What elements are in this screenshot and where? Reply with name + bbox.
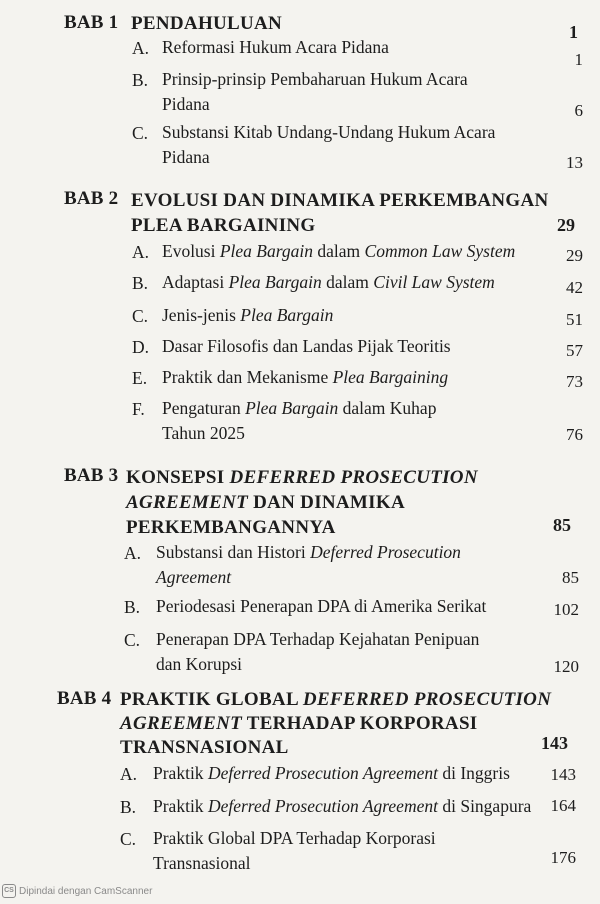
camscanner-icon: CS (2, 884, 16, 898)
text-line (156, 627, 479, 652)
section-page-number: 6 (574, 101, 583, 120)
text-line (162, 270, 495, 295)
section-page-number: 120 (553, 657, 579, 676)
section-letter: B. (132, 70, 149, 90)
chapter-number: BAB 4 (57, 688, 112, 709)
text-run: Praktik (153, 763, 208, 783)
text-run: EVOLUSI DAN DINAMIKA PERKEMBANGAN (131, 190, 549, 211)
section-letter: A. (132, 38, 150, 58)
text-line (162, 35, 389, 60)
section-title (153, 826, 436, 876)
text-run: dan Korupsi (156, 654, 243, 674)
italic-term: AGREEMENT (120, 713, 243, 734)
text-run: Periodesasi Penerapan DPA di Amerika Serikat (156, 596, 487, 616)
text-run: dalam (321, 272, 374, 292)
section-page-number: 143 (550, 765, 576, 784)
text-line (162, 421, 436, 446)
text-line (162, 303, 333, 328)
text-run: Prinsip-prinsip Pembaharuan Hukum Acara (162, 69, 468, 89)
text-line (156, 540, 461, 565)
chapter-title (131, 12, 282, 36)
chapter-page-number: 85 (553, 515, 571, 535)
section-page-number: 13 (566, 153, 583, 172)
text-run: Dasar Filosofis dan Landas Pijak Teoritis (162, 336, 451, 356)
section-letter: B. (132, 273, 149, 293)
italic-term: Deferred Prosecution Agreement (207, 763, 438, 783)
text-run: PENDAHULUAN (131, 13, 283, 34)
text-run: KONSEPSI (126, 467, 230, 488)
italic-term: Civil Law System (373, 272, 495, 292)
chapter-title (120, 688, 551, 760)
italic-term: Common Law System (364, 241, 516, 261)
section-letter: D. (132, 337, 150, 357)
text-line (162, 92, 468, 117)
text-run: DAN DINAMIKA (248, 492, 405, 513)
italic-term: Agreement (156, 567, 232, 587)
text-run: Reformasi Hukum Acara Pidana (162, 37, 389, 57)
text-run: TRANSNASIONAL (120, 737, 289, 758)
section-page-number: 1 (574, 50, 583, 69)
section-letter: A. (120, 764, 138, 784)
text-line (131, 213, 549, 238)
italic-term: DEFERRED PROSECUTION (229, 467, 478, 488)
italic-term: DEFERRED PROSECUTION (302, 689, 552, 710)
chapter-page-number: 29 (557, 215, 575, 235)
text-line (162, 334, 451, 359)
watermark-text: Dipindai dengan CamScanner (19, 885, 153, 897)
text-line (162, 239, 515, 264)
text-run: PRAKTIK GLOBAL (120, 689, 303, 710)
section-title (162, 35, 389, 60)
text-run: Substansi Kitab Undang-Undang Hukum Acara (162, 122, 496, 142)
text-line (162, 67, 468, 92)
text-line (126, 465, 478, 490)
italic-term: Plea Bargain (219, 241, 314, 261)
section-title (156, 540, 461, 590)
text-run: Praktik Global DPA Terhadap Korporasi (153, 828, 436, 848)
text-run: dalam (313, 241, 365, 261)
italic-term: AGREEMENT (126, 492, 249, 513)
text-run: dalam Kuhap (338, 398, 437, 418)
section-page-number: 57 (566, 341, 583, 360)
text-line (131, 12, 282, 36)
section-title (162, 67, 468, 117)
section-page-number: 76 (566, 425, 583, 444)
text-line (120, 688, 551, 712)
italic-term: Plea Bargain (245, 398, 339, 418)
section-title (162, 270, 495, 295)
chapter-number: BAB 3 (64, 465, 119, 486)
text-run: Pengaturan (162, 398, 246, 418)
section-page-number: 85 (562, 568, 579, 587)
chapter-page-number: 1 (569, 22, 578, 42)
text-line (120, 712, 551, 736)
section-letter: E. (132, 368, 148, 388)
text-run: Pidana (162, 147, 210, 167)
italic-term: Plea Bargain (240, 305, 334, 325)
text-line (162, 365, 448, 390)
section-letter: B. (120, 797, 137, 817)
text-line (156, 594, 486, 619)
section-page-number: 176 (550, 848, 576, 867)
text-run: Pidana (162, 94, 210, 114)
text-run: di Inggris (437, 763, 510, 783)
text-run: Praktik (153, 796, 208, 816)
italic-term: Plea Bargain (228, 272, 322, 292)
section-page-number: 164 (550, 796, 576, 815)
section-title (162, 303, 333, 328)
text-run: Evolusi (162, 241, 220, 261)
section-letter: C. (124, 630, 141, 650)
text-line (162, 145, 495, 170)
text-line (131, 188, 549, 213)
text-line (156, 565, 461, 590)
section-page-number: 29 (566, 246, 583, 265)
section-letter: C. (132, 123, 149, 143)
chapter-page-number: 143 (541, 733, 568, 753)
italic-term: Deferred Prosecution (310, 542, 461, 562)
text-run: Transnasional (153, 853, 251, 873)
text-line (162, 396, 436, 421)
italic-term: Deferred Prosecution Agreement (207, 796, 438, 816)
chapter-number: BAB 1 (64, 12, 119, 33)
chapter-number: BAB 2 (64, 188, 119, 209)
section-title (162, 239, 515, 264)
section-title (156, 627, 479, 677)
text-line (153, 794, 531, 819)
section-letter: A. (132, 242, 150, 262)
section-page-number: 102 (553, 600, 579, 619)
text-line (153, 826, 436, 851)
chapter-title (126, 465, 478, 540)
text-run: PERKEMBANGANNYA (126, 517, 336, 538)
section-letter: C. (120, 829, 137, 849)
scanner-watermark (2, 884, 152, 898)
text-line (153, 761, 510, 786)
section-title (156, 594, 486, 619)
section-letter: F. (132, 399, 145, 419)
section-page-number: 51 (566, 310, 583, 329)
text-line (162, 120, 495, 145)
text-line (156, 652, 479, 677)
section-title (162, 396, 436, 446)
text-line (126, 515, 478, 540)
section-title (162, 120, 495, 170)
text-run: TERHADAP KORPORASI (242, 713, 478, 734)
text-run: Praktik dan Mekanisme (162, 367, 333, 387)
text-run: Substansi dan Histori (156, 542, 311, 562)
text-run: di Singapura (437, 796, 532, 816)
section-page-number: 42 (566, 278, 583, 297)
section-letter: A. (124, 543, 142, 563)
section-page-number: 73 (566, 372, 583, 391)
text-run: Adaptasi (162, 272, 229, 292)
section-title (153, 794, 531, 819)
text-line (120, 736, 551, 760)
section-title (162, 334, 451, 359)
text-run: Jenis-jenis (162, 305, 241, 325)
text-run: Tahun 2025 (162, 423, 245, 443)
section-letter: B. (124, 597, 141, 617)
text-line (126, 490, 478, 515)
text-line (153, 851, 436, 876)
section-title (162, 365, 448, 390)
section-letter: C. (132, 306, 149, 326)
text-run: PLEA BARGAINING (131, 215, 316, 236)
italic-term: Plea Bargaining (332, 367, 449, 387)
section-title (153, 761, 510, 786)
text-run: Penerapan DPA Terhadap Kejahatan Penipuan (156, 629, 480, 649)
chapter-title (131, 188, 549, 238)
